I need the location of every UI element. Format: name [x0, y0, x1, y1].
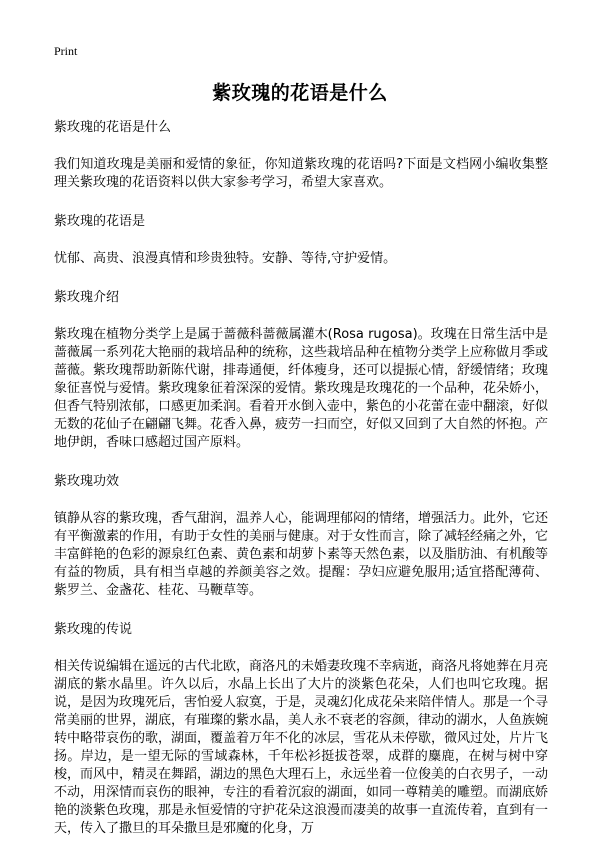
section-heading: 紫玫瑰功效	[54, 474, 120, 489]
section-paragraph: 我们知道玫瑰是美丽和爱情的象征，你知道紫玫瑰的花语吗?下面是文档网小编收集整理关紫玫瑰的花语资料以供大家参考学习，希望大家喜欢。	[54, 157, 548, 190]
section-heading: 紫玫瑰介绍	[54, 290, 120, 305]
section-heading: 紫玫瑰的传说	[54, 622, 133, 637]
print-link[interactable]: Print	[54, 44, 78, 58]
page-title: 紫玫瑰的花语是什么	[212, 82, 388, 104]
section-paragraph: 相关传说编辑在遥远的古代北欧，商洛凡的未婚妻玫瑰不幸病逝，商洛凡将她葬在月亮湖底的紫水晶里。许久以后，水晶上长出了大片的淡紫色花朵，人们也叫它玫瑰。据说，是因为玫瑰死后，害怕爱人寂寞，于是，灵魂幻化成花朵来陪伴情人。那是一个寻常美丽的世界，湖底，有璀璨的紫水晶，美人永不衰老的容颜，律动的湖水，人鱼族婉转中略带哀伤的歌，湖面，覆盖着万年不化的冰层，雪花从未停歇，微风过处，片片飞扬。岸边，是一望无际的雪域森林，千年松衫挺拔苍翠，成群的麋鹿，在树与树中穿梭，而风中，精灵在舞蹈，湖边的黑色大理石上，永远坐着一位俊美的白衣男子，一动不动，用深情而哀伤的眼神，专注的看着沉寂的湖面，如同一尊精美的雕塑。而湖底娇艳的淡紫色玫瑰，那是永恒爱情的守护花朵这浪漫而凄美的故事一直流传着，直到有一天，传入了撒旦的耳朵撒旦是邪魔的化身，万	[54, 659, 549, 836]
section-paragraph: 紫玫瑰在植物分类学上是属于蔷薇科蔷薇属灌木(Rosa rugosa)。玫瑰在日常生活中是蔷薇属一系列花大艳丽的栽培品种的统称，这些栽培品种在植物分类学上应称做月季或蔷薇。紫玫瑰帮助新陈代谢，排毒通便，纤体瘦身，还可以提振心情，舒缓情绪；玫瑰象征喜悦与爱情。紫玫瑰象征着深深的爱情。紫玫瑰是玫瑰花的一个品种，花朵娇小，但香气特别浓郁，口感更加柔润。看着开水倒入壶中，紫色的小花蕾在壶中翻滚，好似无数的花仙子在翩翩飞舞。花香入鼻，疲劳一扫而空，好似又回到了大自然的怀抱。产地伊朗，香味口感超过国产原料。	[54, 327, 549, 450]
section-paragraph: 镇静从容的紫玫瑰，香气甜润，温养人心，能调理郁闷的情绪，增强活力。此外，它还有平衡激素的作用，有助于女性的美丽与健康。对于女性而言，除了减轻经痛之外，它丰富鲜艳的色彩的源泉红色素、黄色素和胡萝卜素等天然色素，以及脂肪油、有机酸等有益的物质，具有相当卓越的养颜美容之效。提醒：孕妇应避免服用;适宜搭配薄荷、紫罗兰、金盏花、桂花、马鞭草等。	[54, 511, 549, 598]
section-heading: 紫玫瑰的花语是什么	[54, 120, 172, 135]
section-paragraph: 忧郁、高贵、浪漫真情和珍贵独特。安静、等待,守护爱情。	[54, 251, 397, 266]
section-heading: 紫玫瑰的花语是	[54, 214, 146, 229]
article-body	[54, 118, 548, 858]
